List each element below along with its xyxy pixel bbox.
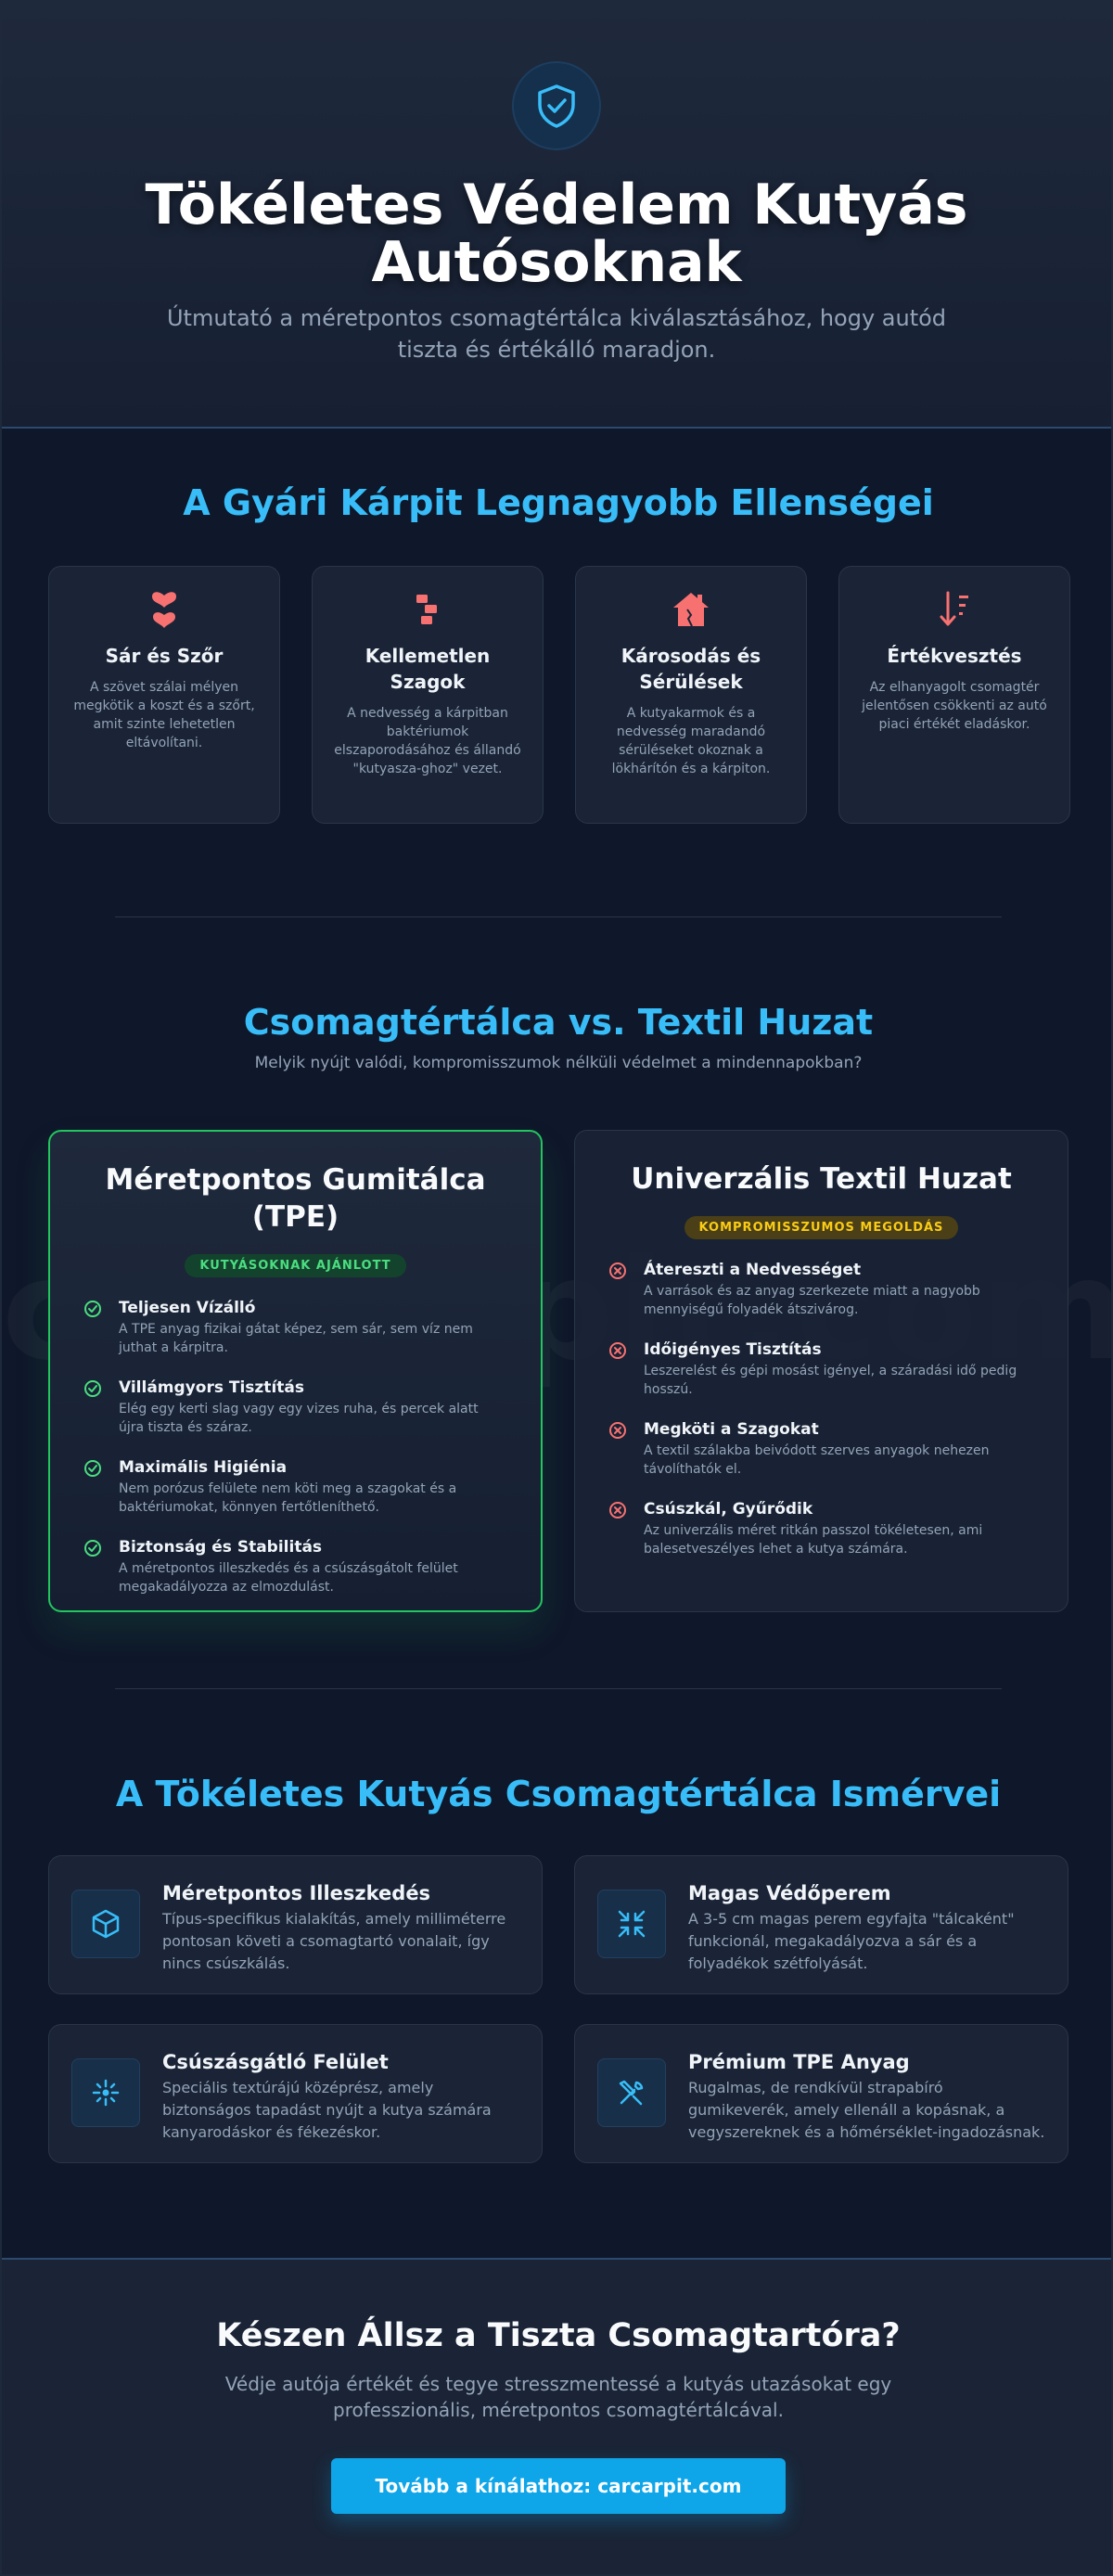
feature-title: Átereszti a Nedvességet [644,1261,862,1279]
section-divider [115,1688,1002,1689]
feature-item [83,1457,507,1517]
feature-text: A TPE anyag fizikai gátat képez, sem sár, sem víz nem juthat a kárpitra. [119,1322,473,1355]
cube-icon [71,1890,140,1958]
cta-section [2,2258,1113,2576]
feature-text: Elég egy kerti slag vagy egy vizes ruha, és percek alatt újra tiszta és száraz. [119,1402,479,1435]
enemies-title: A Gyári Kárpit Legnagyobb Ellenségei [183,482,934,523]
compromise-card [574,1130,1068,1612]
enemy-card [312,566,544,824]
feature-item [83,1298,507,1357]
enemy-card [575,566,807,824]
feature-item [608,1260,1034,1319]
x-circle-icon [608,1341,627,1360]
recommended-badge: KUTYÁSOKNAK AJÁNLOTT [185,1254,405,1277]
enemy-card [48,566,280,824]
tools-icon [597,2058,666,2127]
recommended-title: Méretpontos Gumitálca (TPE) [105,1163,486,1234]
value-drop-icon [858,589,1051,630]
feature-text: Nem porózus felülete nem köti meg a szagokat és a baktériumokat, könnyen fertőtleníthető. [119,1481,457,1515]
feature-card-title: Magas Védőperem [688,1882,891,1904]
enemy-text: A kutyakarmok és a nedvesség maradandó sérüléseket okoznak a lökhárítón és a kárpiton. [611,706,771,776]
section-divider [115,916,1002,917]
comparison-section [2,1002,1113,1612]
feature-card-text: Rugalmas, de rendkívül strapabíró gumikeverék, amely ellenáll a kopásnak, a vegyszereknek és a hőmérséklet-ingadozásnak. [688,2079,1045,2141]
feature-item [608,1419,1034,1479]
x-circle-icon [608,1421,627,1440]
paw-icon [68,589,261,630]
check-circle-icon [83,1300,102,1318]
compromise-features [608,1260,1034,1558]
feature-title: Teljesen Vízálló [119,1299,256,1317]
feature-title: Megköti a Szagokat [644,1420,819,1439]
enemy-text: A szövet szálai mélyen megkötik a koszt és a szőrt, amit szinte lehetetlen eltávolítani. [73,680,255,750]
x-circle-icon [608,1262,627,1280]
house-damage-icon [595,589,787,630]
feature-text: A méretpontos illeszkedés és a csúszásgátolt felület megakadályozza az elmozdulást. [119,1561,458,1595]
feature-card [574,2024,1068,2163]
enemy-card [838,566,1070,824]
compromise-badge: KOMPROMISSZUMOS MEGOLDÁS [684,1216,959,1239]
enemy-text: A nedvesség a kárpitban baktériumok elszaporodásához és állandó "kutyasza-ghoz" vezet. [334,706,521,776]
feature-card [48,1855,543,1994]
enemy-text: Az elhanyagolt csomagtér jelentősen csökkenti az autó piaci értékét eladáskor. [862,680,1047,732]
recommended-card [48,1130,543,1612]
feature-title: Csúszkál, Gyűrődik [644,1500,813,1519]
feature-card-text: A 3-5 cm magas perem egyfajta "tálcaként" funkcionál, megakadályozva a sár és a folyadékok szétfolyását. [688,1910,1015,1972]
feature-text: A varrások és az anyag szerkezete miatt a nagyobb mennyiségű folyadék átszivárog. [644,1284,980,1317]
grip-icon [71,2058,140,2127]
feature-card-title: Csúszásgátló Felület [162,2051,389,2073]
feature-card [48,2024,543,2163]
enemies-section [2,482,1113,824]
feature-title: Villámgyors Tisztítás [119,1378,304,1397]
feature-title: Biztonság és Stabilitás [119,1538,323,1557]
page-title: Tökéletes Védelem Kutyás Autósoknak [145,173,968,295]
enemy-title: Értékvesztés [887,645,1022,667]
odor-icon [331,589,524,630]
hero-section [2,2,1111,429]
x-circle-icon [608,1501,627,1519]
features-section [2,1774,1113,2163]
features-grid [48,1855,1113,2163]
features-title: A Tökéletes Kutyás Csomagtértálca Ismérvei [115,1774,1002,1814]
enemy-title: Sár és Szőr [105,645,224,667]
cta-title: Készen Állsz a Tiszta Csomagtartóra? [216,2317,901,2354]
check-circle-icon [83,1379,102,1398]
enemy-title: Károsodás és Sérülések [620,645,761,693]
compromise-title: Univerzális Textil Huzat [631,1162,1012,1196]
feature-title: Időigényes Tisztítás [644,1340,822,1359]
feature-card-title: Prémium TPE Anyag [688,2051,910,2073]
check-circle-icon [83,1459,102,1478]
feature-item [83,1537,507,1596]
feature-item [608,1499,1034,1558]
cta-text: Védje autója értékét és tegye stresszmentessé a kutyás utazásokat egy professzionális, méretpontos csomagtértálcával. [224,2373,892,2421]
check-circle-icon [83,1539,102,1557]
feature-card-text: Speciális textúrájú középrész, amely biztonságos tapadást nyújt a kutya számára kanyarodáskor és fékezéskor. [162,2079,492,2141]
feature-card-title: Méretpontos Illeszkedés [162,1882,431,1904]
feature-text: Leszerelést és gépi mosást igényel, a száradási idő pedig hosszú. [644,1364,1017,1397]
recommended-features [83,1298,507,1596]
shield-check-icon [512,61,601,150]
cta-button[interactable]: Tovább a kínálathoz: carcarpit.com [331,2458,786,2514]
comparison-subtitle: Melyik nyújt valódi, kompromisszumok nélküli védelmet a mindennapokban? [254,1054,863,1072]
feature-text: Az univerzális méret ritkán passzol tökéletesen, ami balesetveszélyes lehet a kutya számára. [644,1523,983,1557]
compress-icon [597,1890,666,1958]
enemy-title: Kellemetlen Szagok [365,645,491,693]
enemies-grid [48,566,1113,824]
comparison-title: Csomagtértálca vs. Textil Huzat [243,1002,874,1043]
feature-title: Maximális Higiénia [119,1458,288,1477]
feature-card-text: Típus-specifikus kialakítás, amely milliméterre pontosan követi a csomagtartó vonalait, így nincs csúszkálás. [162,1910,506,1972]
comparison-grid [48,1130,1113,1612]
feature-item [608,1339,1034,1399]
feature-item [83,1378,507,1437]
feature-text: A textil szálakba beivódott szerves anyagok nehezen távolíthatók el. [644,1443,990,1477]
feature-card [574,1855,1068,1994]
page-subtitle: Útmutató a méretpontos csomagtértálca kiválasztásához, hogy autód tiszta és értékálló maradjon. [166,305,947,363]
